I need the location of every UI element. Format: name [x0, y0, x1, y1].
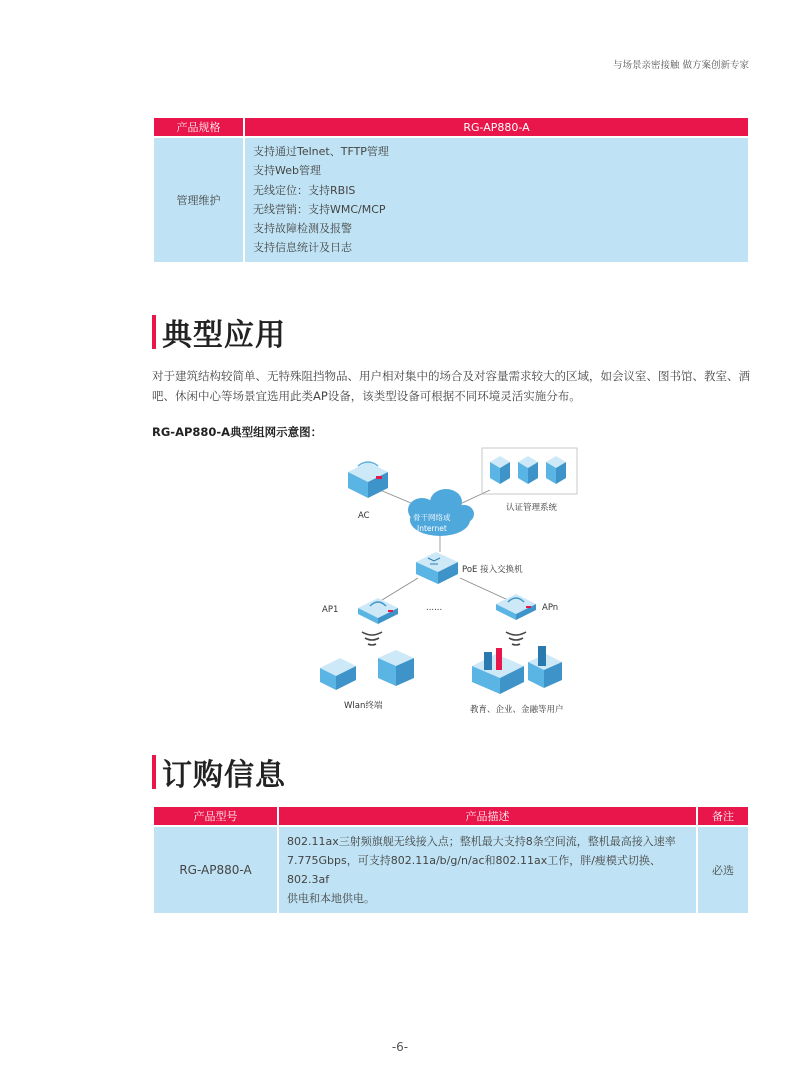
desc-line: 802.11ax三射频旗舰无线接入点；整机最大支持8条空间流，整机最高接入速率	[287, 835, 676, 848]
section-title: 典型应用	[162, 318, 286, 353]
buildings-icon	[472, 646, 562, 694]
order-table	[152, 805, 750, 915]
ac-label: AC	[358, 511, 370, 521]
phone-icon	[320, 658, 356, 690]
users-label: 教育、企业、金融等用户	[470, 705, 564, 715]
spec-line: 无线营销：支持WMC/MCP	[253, 202, 386, 216]
section-paragraph: 对于建筑结构较简单、无特殊阻挡物品、用户相对集中的场合及对容量需求较大的区域，如会议室、图书馆、教室、酒吧、休闲中心等场景宜选用此类AP设备，该类型设备可根据不同环境灵活实施分布。	[152, 369, 750, 403]
order-description	[279, 827, 696, 913]
spec-line: 支持故障检测及报警	[253, 222, 352, 236]
apn-icon	[496, 594, 536, 620]
laptop-icon	[378, 650, 414, 686]
section-accent-bar	[152, 315, 156, 349]
spec-header-col2: RG-AP880-A	[245, 118, 748, 136]
auth-label: 认证管理系统	[506, 503, 558, 513]
section-title: 订购信息	[162, 758, 286, 793]
order-header-note: 备注	[698, 807, 748, 825]
switch-icon	[416, 552, 458, 584]
ap1-label: AP1	[322, 605, 339, 615]
desc-line: 7.775Gbps，可支持802.11a/b/g/n/ac和802.11ax工作，胖/瘦模式切换、802.3af	[287, 854, 661, 886]
ap1-icon	[358, 598, 398, 624]
ac-device-icon	[348, 462, 388, 498]
order-table-header	[154, 807, 748, 825]
apn-label: APn	[542, 603, 559, 613]
cloud-label-2: Internet	[417, 524, 447, 533]
auth-server-icon	[482, 448, 577, 494]
diagram-title: RG-AP880-A典型组网示意图：	[152, 425, 323, 439]
header-slogan: 与场景亲密接触 做方案创新专家	[612, 60, 749, 71]
section-heading-typical-application	[152, 310, 286, 354]
network-diagram	[300, 440, 600, 720]
order-header-desc: 产品描述	[279, 807, 696, 825]
wifi-icon-right	[506, 632, 526, 645]
ellipsis-label: ......	[426, 603, 443, 613]
wlan-label: Wlan终端	[344, 701, 383, 711]
section-accent-bar	[152, 755, 156, 789]
order-note: 必选	[698, 827, 748, 913]
poe-label: PoE 接入交换机	[462, 565, 523, 575]
spec-table-row	[154, 138, 748, 262]
wifi-icon-left	[362, 632, 382, 645]
spec-table-header	[154, 118, 748, 136]
spec-header-col1: 产品规格	[154, 118, 243, 136]
page-number: -6-	[391, 1040, 409, 1054]
cloud-label-1: 骨干网络或	[413, 513, 451, 522]
desc-line: 供电和本地供电。	[287, 892, 375, 905]
order-model: RG-AP880-A	[154, 827, 277, 913]
spec-line: 支持Web管理	[253, 164, 321, 178]
spec-line: 支持信息统计及日志	[253, 241, 352, 255]
spec-line: 支持通过Telnet、TFTP管理	[253, 145, 389, 158]
order-header-model: 产品型号	[154, 807, 277, 825]
spec-table	[152, 116, 750, 264]
spec-row-label: 管理维护	[154, 138, 243, 262]
section-heading-order-info	[152, 750, 286, 794]
spec-row-values	[245, 138, 748, 262]
spec-line: 无线定位：支持RBIS	[253, 183, 356, 197]
order-table-row	[154, 827, 748, 913]
